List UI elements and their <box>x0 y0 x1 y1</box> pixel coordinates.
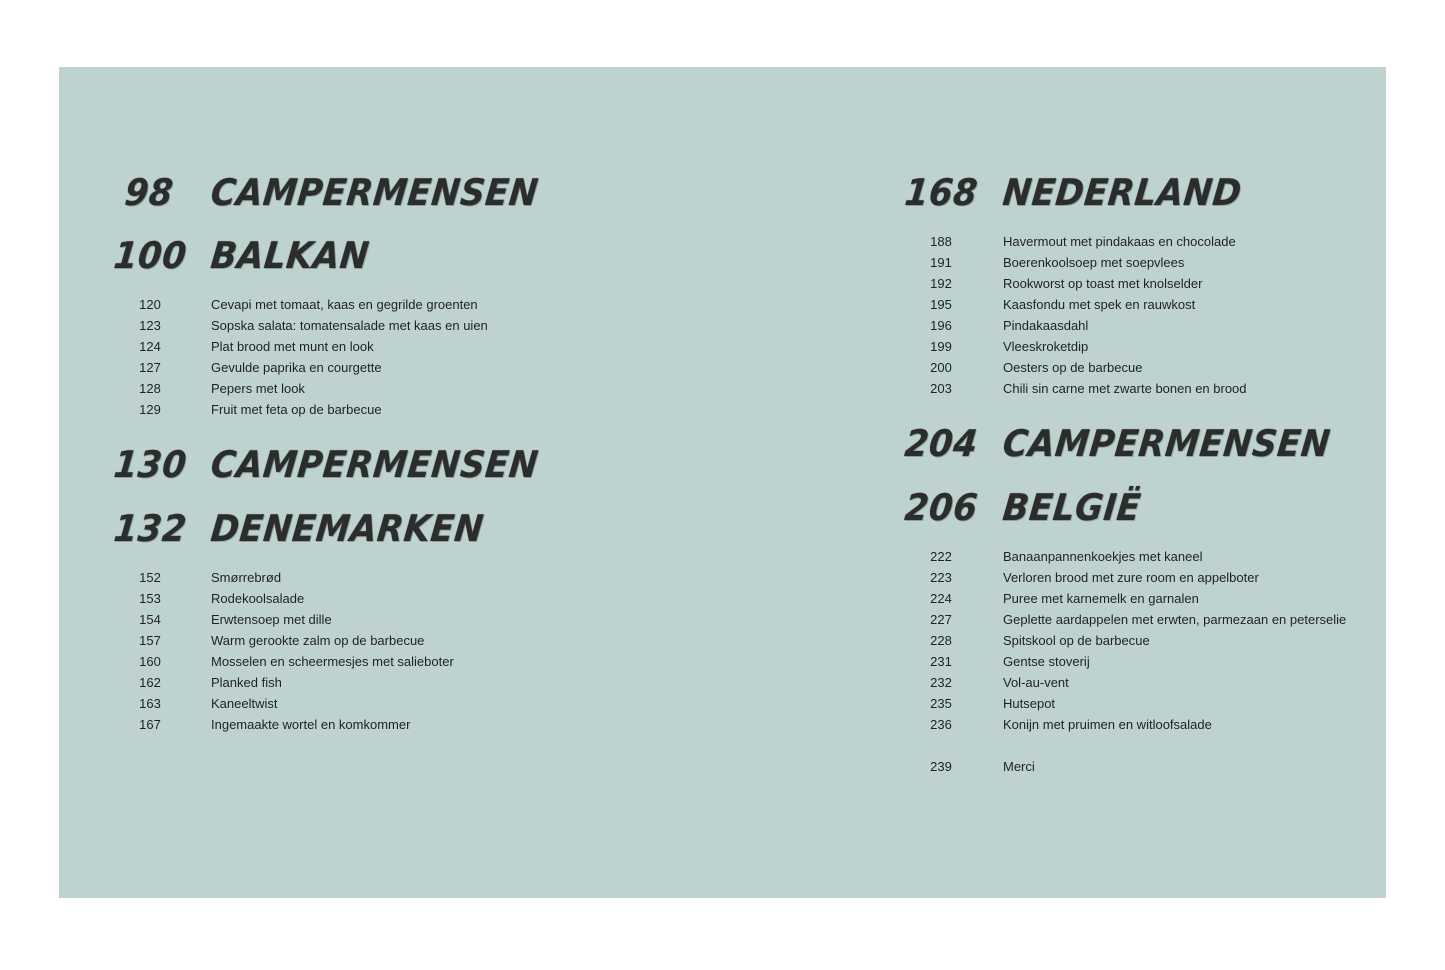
section-title: BALKAN <box>208 234 372 278</box>
entry-title: Ingemaakte wortel en komkommer <box>211 717 411 732</box>
entry-page: 162 <box>139 675 161 690</box>
entry-title: Rookworst op toast met knolselder <box>1003 276 1203 291</box>
entry-page: 195 <box>930 297 952 312</box>
entry-title: Gevulde paprika en courgette <box>211 360 382 375</box>
entry-page: 188 <box>930 234 952 249</box>
entry-title: Hutsepot <box>1003 696 1056 711</box>
entry-title: Pindakaasdahl <box>1003 318 1089 333</box>
entry-page: 236 <box>930 717 952 732</box>
entry-page: 127 <box>139 360 161 375</box>
entry-title: Geplette aardappelen met erwten, parmezaan en peterselie <box>1003 612 1347 627</box>
entry-page: 157 <box>139 633 161 648</box>
entry-page: 160 <box>139 654 161 669</box>
entry-title: Sopska salata: tomatensalade met kaas en uien <box>211 318 488 333</box>
entry-page: 124 <box>139 339 161 354</box>
entry-page: 223 <box>930 570 952 585</box>
entry-title: Gentse stoverij <box>1003 654 1090 669</box>
entry-title: Banaanpannenkoekjes met kaneel <box>1003 549 1203 564</box>
entry-title: Oesters op de barbecue <box>1003 360 1143 375</box>
section-number: 204 <box>902 422 980 466</box>
entry-page: 191 <box>930 255 952 270</box>
entry-title: Merci <box>1003 759 1035 774</box>
entry-title: Chili sin carne met zwarte bonen en brood <box>1003 381 1247 396</box>
entry-page: 196 <box>930 318 952 333</box>
entry-title: Vleeskroketdip <box>1003 339 1089 354</box>
entry-page: 222 <box>930 549 952 564</box>
entry-page: 232 <box>930 675 952 690</box>
entry-page: 192 <box>930 276 952 291</box>
toc-spread <box>59 67 1386 898</box>
entry-page: 228 <box>930 633 952 648</box>
entry-title: Konijn met pruimen en witloofsalade <box>1003 717 1212 732</box>
entry-title: Boerenkoolsoep met soepvlees <box>1003 255 1185 270</box>
entry-page: 129 <box>139 402 161 417</box>
entry-page: 235 <box>930 696 952 711</box>
section-number: 206 <box>902 486 980 530</box>
entry-page: 152 <box>139 570 161 585</box>
entry-page: 231 <box>930 654 952 669</box>
entry-page: 224 <box>930 591 952 606</box>
entry-page: 167 <box>139 717 161 732</box>
entry-title: Spitskool op de barbecue <box>1003 633 1150 648</box>
section-title: CAMPERMENSEN <box>1000 422 1333 466</box>
entry-page: 153 <box>139 591 161 606</box>
entry-page: 239 <box>930 759 952 774</box>
entry-title: Planked fish <box>211 675 282 690</box>
entry-title: Kaasfondu met spek en rauwkost <box>1003 297 1196 312</box>
entry-page: 120 <box>139 297 161 312</box>
entry-title: Mosselen en scheermesjes met salieboter <box>211 654 454 669</box>
entry-title: Erwtensoep met dille <box>211 612 332 627</box>
section-title: BELGIË <box>1000 486 1143 530</box>
entry-page: 163 <box>139 696 161 711</box>
entry-title: Fruit met feta op de barbecue <box>211 402 382 417</box>
entry-title: Verloren brood met zure room en appelboter <box>1003 570 1259 585</box>
entry-page: 154 <box>139 612 161 627</box>
section-number: 98 <box>122 171 176 215</box>
entry-title: Pepers met look <box>211 381 305 396</box>
entry-page: 200 <box>930 360 952 375</box>
entry-page: 123 <box>139 318 161 333</box>
entry-title: Vol-au-vent <box>1003 675 1069 690</box>
section-number: 132 <box>111 507 189 551</box>
entry-title: Havermout met pindakaas en chocolade <box>1003 234 1236 249</box>
entry-page: 199 <box>930 339 952 354</box>
section-number: 130 <box>111 443 189 487</box>
entry-title: Puree met karnemelk en garnalen <box>1003 591 1199 606</box>
entry-page: 227 <box>930 612 952 627</box>
section-title: CAMPERMENSEN <box>208 443 541 487</box>
entry-title: Smørrebrød <box>211 570 282 585</box>
entry-page: 128 <box>139 381 161 396</box>
section-number: 168 <box>902 171 980 215</box>
entry-title: Rodekoolsalade <box>211 591 305 606</box>
section-number: 100 <box>111 234 189 278</box>
entry-page: 203 <box>930 381 952 396</box>
section-title: CAMPERMENSEN <box>208 171 541 215</box>
section-title: NEDERLAND <box>1000 171 1244 215</box>
entry-title: Plat brood met munt en look <box>211 339 374 354</box>
entry-title: Warm gerookte zalm op de barbecue <box>211 633 425 648</box>
entry-title: Kaneeltwist <box>211 696 278 711</box>
section-title: DENEMARKEN <box>208 507 486 551</box>
entry-title: Cevapi met tomaat, kaas en gegrilde groenten <box>211 297 478 312</box>
